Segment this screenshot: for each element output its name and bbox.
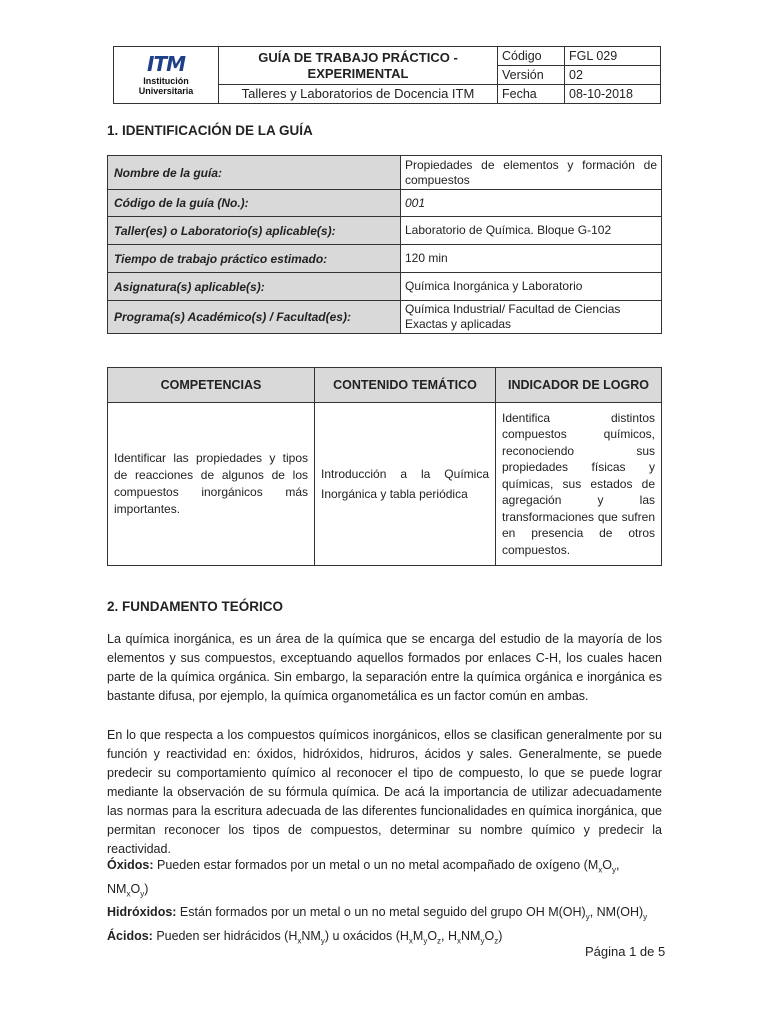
table-header-row (108, 368, 662, 403)
section-1-heading: 1. IDENTIFICACIÓN DE LA GUÍA (107, 123, 313, 138)
indicador-cell: Identifica distintos compuestos químicos, reconociendo sus propiedades físicas y químicas, sus estados de agregación y las transformaciones que sufren en presencia de otros compuestos. (496, 403, 662, 566)
row-value: 120 min (401, 245, 662, 273)
definition-hidroxidos: Hidróxidos: Están formados por un metal o un no metal seguido del grupo OH $M(OH)_y$, $NM(OH)_y$ (107, 905, 648, 922)
definition-term: Ácidos: (107, 928, 153, 943)
identification-table (107, 155, 662, 334)
paragraph-text: La química inorgánica, es un área de la química que se encarga del estudio de la mayoría de los elementos y sus compuestos, exceptuando aquellos formados por enlaces C-H, los cuales hacen parte de la química orgánica. Sin embargo, la separación entre la química orgánica e inorgánica es bastante difusa, por ejemplo, la química organometálica es un factor común en ambas. (107, 632, 662, 703)
paragraph-1 (107, 630, 662, 706)
competencia-cell: Identificar las propiedades y tipos de reacciones de algunos de los compuestos inorgánicos más importantes. (108, 403, 315, 566)
competencias-table (107, 367, 662, 566)
row-value: Laboratorio de Química. Bloque G-102 (401, 217, 662, 245)
row-value: Química Inorgánica y Laboratorio (401, 273, 662, 301)
document-header (113, 46, 661, 104)
column-header: CONTENIDO TEMÁTICO (315, 368, 496, 403)
meta-value: 02 (565, 66, 661, 85)
row-label: Nombre de la guía: (108, 156, 401, 190)
meta-key: Código (498, 47, 565, 66)
row-label: Programa(s) Académico(s) / Facultad(es): (108, 301, 401, 334)
definition-oxidos: Óxidos: Pueden estar formados por un metal o un no metal acompañado de oxígeno ($M_xO_y$, $NM_xO_y$) (107, 858, 620, 898)
column-header: COMPETENCIAS (108, 368, 315, 403)
definition-term: Óxidos: (107, 858, 154, 872)
itm-logo (114, 47, 219, 104)
table-row (108, 273, 662, 301)
definition-text: Pueden estar formados por un metal o un no metal acompañado de oxígeno (M (153, 858, 599, 872)
table-row (108, 156, 662, 190)
row-label: Código de la guía (No.): (108, 190, 401, 217)
meta-value: 08-10-2018 (565, 85, 661, 104)
meta-key: Versión (498, 66, 565, 85)
definition-term: Hidróxidos: (107, 905, 177, 919)
document-subtitle: Talleres y Laboratorios de Docencia ITM (219, 85, 498, 104)
paragraph-2 (107, 726, 662, 859)
column-header: INDICADOR DE LOGRO (496, 368, 662, 403)
title-line-1: GUÍA DE TRABAJO PRÁCTICO - (258, 49, 458, 65)
contenido-cell: Introducción a la Química Inorgánica y tabla periódica (315, 403, 496, 566)
table-row (108, 403, 662, 566)
row-value: Propiedades de elementos y formación de compuestos (401, 156, 662, 190)
logo-subtext: Institución Universitaria (138, 76, 194, 96)
table-row (108, 217, 662, 245)
row-label: Asignatura(s) aplicable(s): (108, 273, 401, 301)
document-title (219, 47, 498, 85)
meta-key: Fecha (498, 85, 565, 104)
table-row (108, 190, 662, 217)
page-number: Página 1 de 5 (585, 944, 666, 959)
section-2-heading: 2. FUNDAMENTO TEÓRICO (107, 599, 284, 614)
definition-text: Están formados por un metal o un no metal seguido del grupo OH M(OH) (176, 905, 586, 919)
title-line-2: EXPERIMENTAL (307, 65, 409, 81)
table-row (108, 245, 662, 273)
logo-mark: ITM (147, 52, 185, 76)
paragraph-text: En lo que respecta a los compuestos químicos inorgánicos, ellos se clasifican generalmente por su función y reactividad en: óxidos, hidróxidos, hidruros, ácidos y sales. Generalmente, se puede predecir su comportamiento químico al reconocer el tipo de compuesto, lo que se puede lograr mediante la observación de su fórmula química. De acá la importancia de utilizar adecuadamente las normas para la escritura adecuada de las diferentes funcionalidades en química inorgánica, que permitan reconocer los tipos de compuestos, determinar su nombre químico y predecir la reactividad. (107, 728, 662, 856)
definitions-list (107, 856, 662, 950)
definition-text: Pueden ser hidrácidos (H (152, 928, 298, 943)
row-label: Taller(es) o Laboratorio(s) aplicable(s): (108, 217, 401, 245)
table-row (108, 301, 662, 334)
row-value: Química Industrial/ Facultad de Ciencias Exactas y aplicadas (401, 301, 662, 334)
row-label: Tiempo de trabajo práctico estimado: (108, 245, 401, 273)
meta-value: FGL 029 (565, 47, 661, 66)
row-value: 001 (401, 190, 662, 217)
definition-acidos: Ácidos: Pueden ser hidrácidos $(H_xNM_y)$ u oxácidos ($H_xM_yO_z$, $H_xNM_yO_z$) (107, 928, 503, 945)
